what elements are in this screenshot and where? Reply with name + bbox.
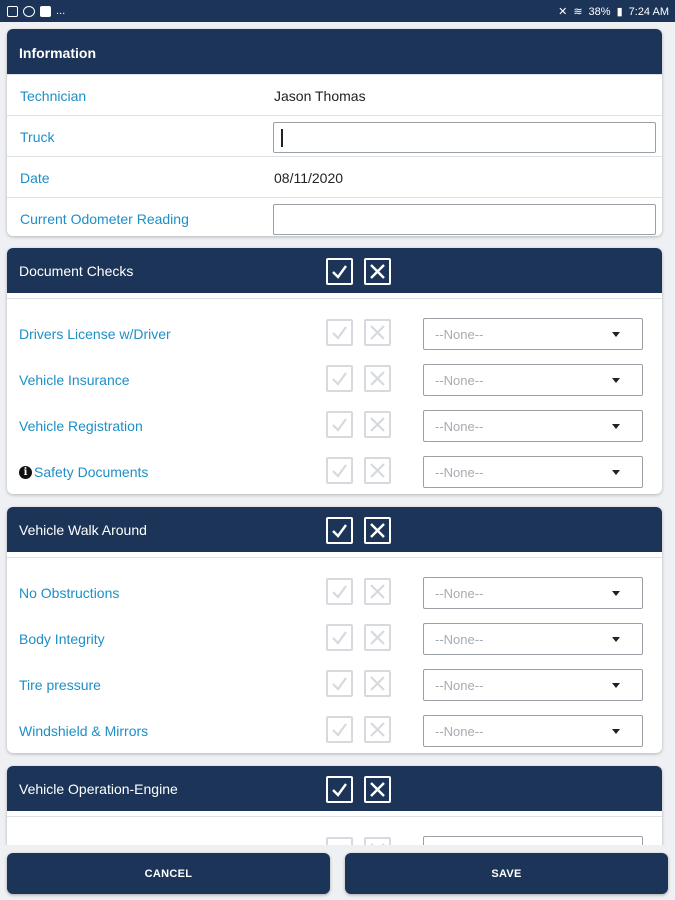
section-header (7, 766, 662, 811)
pass-checkbox[interactable] (326, 578, 353, 605)
dropdown-arrow-icon (612, 378, 620, 383)
dropdown-arrow-icon (612, 332, 620, 337)
check-icon (330, 628, 349, 647)
technician-row (7, 74, 662, 115)
flipboard-icon (40, 6, 51, 17)
odometer-label: Current Odometer Reading (20, 211, 189, 227)
dropdown-arrow-icon (612, 470, 620, 475)
odometer-row (7, 197, 662, 236)
check-label (19, 464, 148, 480)
technician-label: Technician (20, 88, 87, 104)
pass-checkbox[interactable] (326, 624, 353, 651)
status-select[interactable] (423, 623, 643, 655)
vehicle-walk-around-card (7, 507, 662, 753)
section-header (7, 507, 662, 552)
fail-checkbox[interactable] (364, 365, 391, 392)
fail-checkbox[interactable] (364, 670, 391, 697)
check-row-vehicle-insurance (7, 357, 662, 403)
section-title: Document Checks (19, 263, 134, 279)
x-icon (368, 461, 387, 480)
check-icon (330, 461, 349, 480)
fail-checkbox[interactable] (364, 457, 391, 484)
pass-checkbox[interactable] (326, 670, 353, 697)
status-select[interactable] (423, 410, 643, 442)
document-checks-card (7, 248, 662, 494)
date-row (7, 156, 662, 197)
dropdown-arrow-icon (612, 424, 620, 429)
dropdown-arrow-icon (612, 683, 620, 688)
select-value: --None-- (435, 632, 484, 647)
fail-checkbox[interactable] (364, 319, 391, 346)
status-select[interactable] (423, 577, 643, 609)
check-row-tire-pressure (7, 662, 662, 708)
clock: 7:24 AM (628, 5, 669, 18)
save-button[interactable]: SAVE (345, 853, 668, 894)
dropdown-arrow-icon (612, 591, 620, 596)
action-footer (0, 845, 675, 900)
section-title: Vehicle Operation-Engine (19, 781, 178, 797)
fail-all-button[interactable] (364, 517, 391, 544)
check-icon (330, 720, 349, 739)
date-label: Date (20, 170, 50, 186)
select-value: --None-- (435, 724, 484, 739)
check-all-button[interactable] (326, 776, 353, 803)
pass-checkbox[interactable] (326, 319, 353, 346)
info-icon[interactable]: i (19, 466, 32, 479)
x-icon (368, 369, 387, 388)
x-icon (368, 720, 387, 739)
select-value: --None-- (435, 678, 484, 693)
select-value: --None-- (435, 327, 484, 342)
check-icon (330, 582, 349, 601)
status-select[interactable] (423, 364, 643, 396)
check-icon (330, 521, 349, 540)
check-label-text: Safety Documents (34, 464, 149, 480)
information-card (7, 29, 662, 236)
section-title: Vehicle Walk Around (19, 522, 147, 538)
check-label: Vehicle Insurance (19, 372, 130, 388)
fail-checkbox[interactable] (364, 716, 391, 743)
truck-row (7, 115, 662, 156)
check-row-body-integrity (7, 616, 662, 662)
check-icon (330, 262, 349, 281)
x-icon (368, 582, 387, 601)
check-label: Drivers License w/Driver (19, 326, 171, 342)
dropdown-arrow-icon (612, 637, 620, 642)
check-row-windshield-mirrors (7, 708, 662, 753)
fail-checkbox[interactable] (364, 578, 391, 605)
check-all-button[interactable] (326, 517, 353, 544)
check-icon (330, 323, 349, 342)
status-bar (0, 0, 675, 22)
check-row-vehicle-registration (7, 403, 662, 449)
truck-input[interactable] (273, 122, 656, 153)
battery-level: 38% (588, 5, 611, 18)
check-all-button[interactable] (326, 258, 353, 285)
information-title: Information (19, 45, 96, 61)
check-label: Vehicle Registration (19, 418, 143, 434)
fail-checkbox[interactable] (364, 624, 391, 651)
link-icon (23, 6, 35, 17)
status-select[interactable] (423, 669, 643, 701)
section-header (7, 248, 662, 293)
check-icon (330, 674, 349, 693)
select-value: --None-- (435, 419, 484, 434)
check-label: Tire pressure (19, 677, 101, 693)
x-icon (368, 323, 387, 342)
x-icon (368, 415, 387, 434)
check-icon (330, 780, 349, 799)
battery-icon: ▮ (616, 6, 623, 18)
check-icon (330, 369, 349, 388)
pass-checkbox[interactable] (326, 365, 353, 392)
select-value: --None-- (435, 373, 484, 388)
technician-value: Jason Thomas (274, 88, 366, 104)
pass-checkbox[interactable] (326, 411, 353, 438)
x-icon (368, 262, 387, 281)
x-icon (368, 628, 387, 647)
status-select[interactable] (423, 715, 643, 747)
select-value: --None-- (435, 465, 484, 480)
check-label: Body Integrity (19, 631, 105, 647)
check-icon (330, 415, 349, 434)
more-notifications: ... (56, 5, 66, 17)
pass-checkbox[interactable] (326, 457, 353, 484)
x-icon (368, 521, 387, 540)
mute-icon: ✕ (558, 6, 568, 18)
date-value: 08/11/2020 (274, 170, 344, 186)
check-label: No Obstructions (19, 585, 120, 601)
status-select[interactable] (423, 456, 643, 488)
check-label: Windshield & Mirrors (19, 723, 149, 739)
status-select[interactable] (423, 318, 643, 350)
pass-checkbox[interactable] (326, 716, 353, 743)
check-row-safety-documents (7, 449, 662, 494)
information-header (7, 29, 662, 74)
fail-all-button[interactable] (364, 776, 391, 803)
check-row-drivers-license (7, 311, 662, 357)
dropdown-arrow-icon (612, 729, 620, 734)
check-row-no-obstructions (7, 570, 662, 616)
cancel-button[interactable]: CANCEL (7, 853, 330, 894)
fail-checkbox[interactable] (364, 411, 391, 438)
x-icon (368, 674, 387, 693)
select-value: --None-- (435, 586, 484, 601)
x-icon (368, 780, 387, 799)
odometer-input[interactable] (273, 204, 656, 235)
truck-label: Truck (20, 129, 55, 145)
text-cursor (281, 129, 283, 147)
fail-all-button[interactable] (364, 258, 391, 285)
wifi-icon: ≋ (573, 6, 583, 18)
gallery-icon (7, 6, 18, 17)
